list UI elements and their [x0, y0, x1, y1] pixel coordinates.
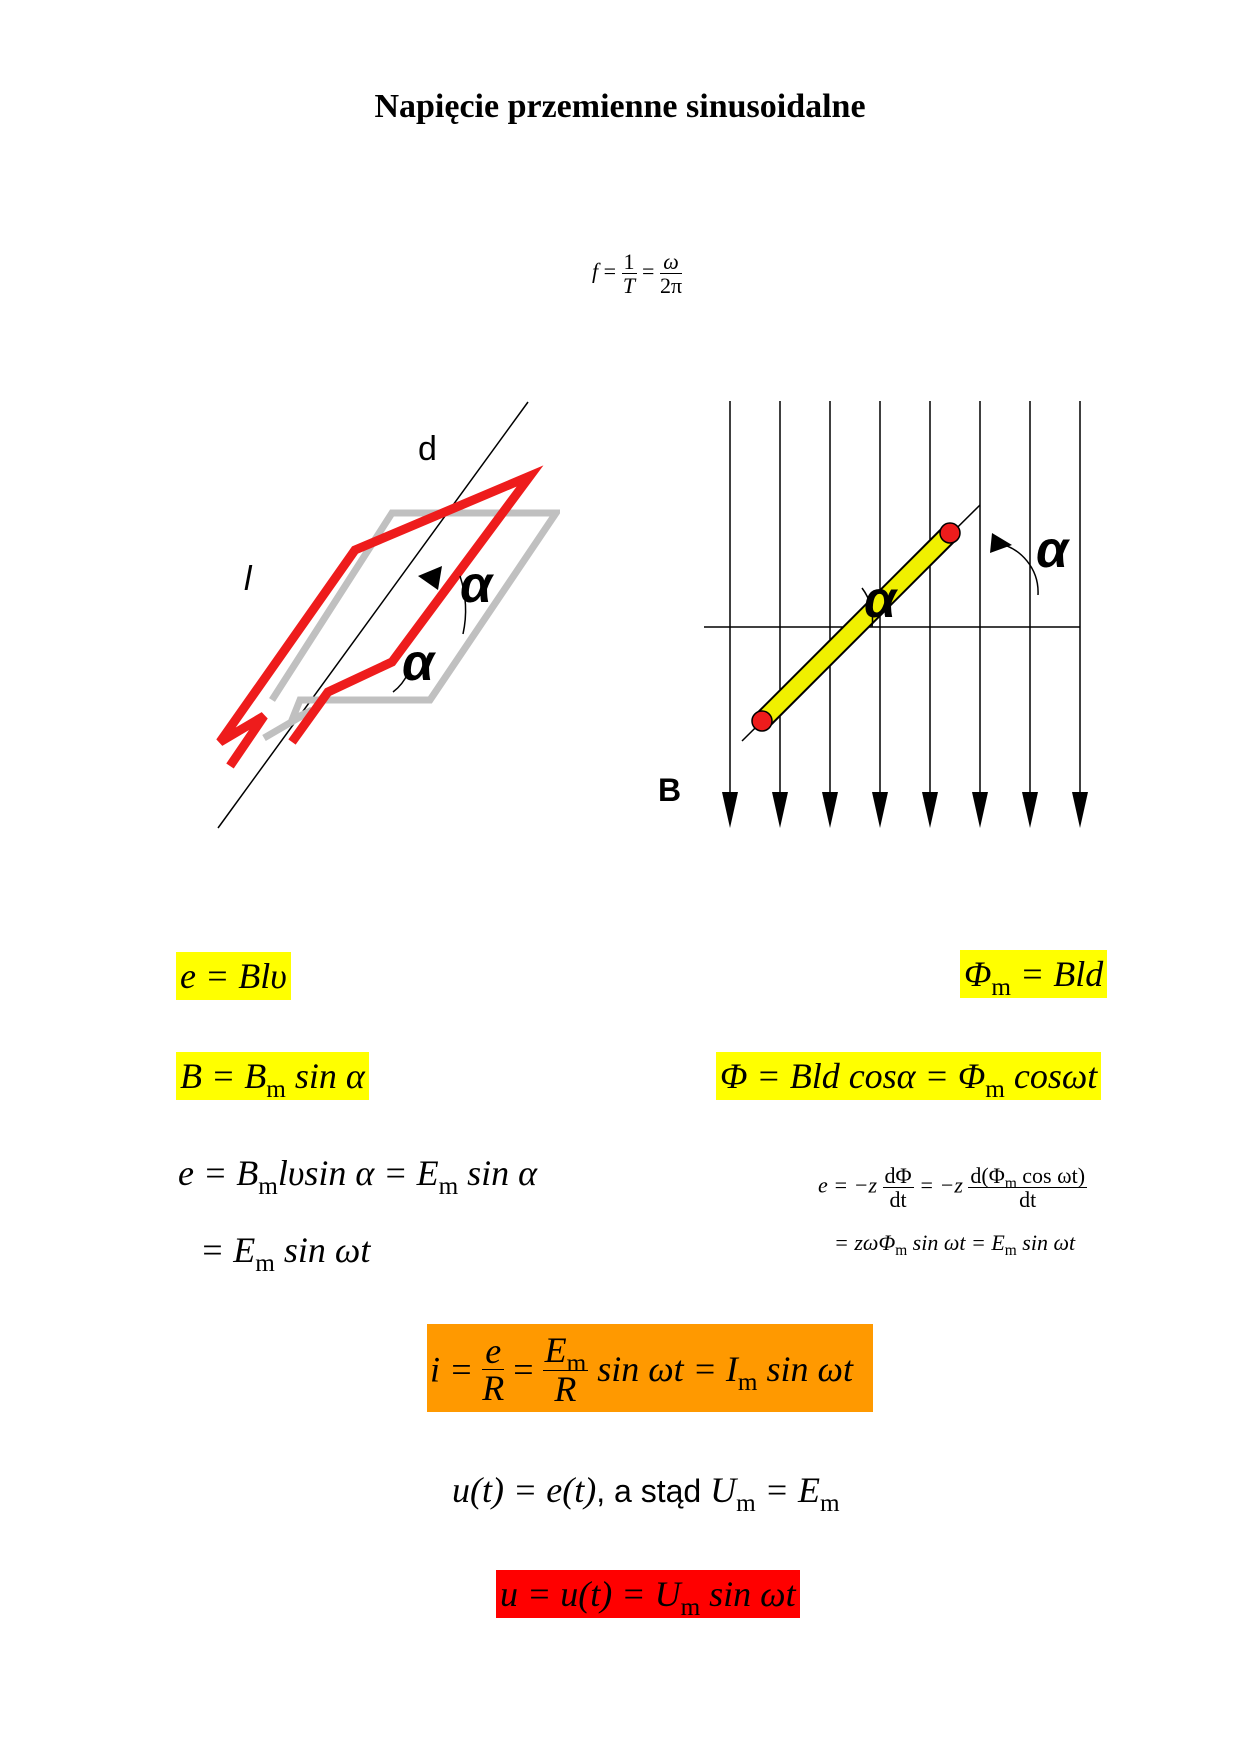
denominator: R: [554, 1368, 577, 1409]
current-rest: [597, 1349, 853, 1397]
subscript: m: [895, 1242, 908, 1260]
subscript: m: [566, 1349, 587, 1377]
subscript: m: [736, 1489, 756, 1517]
eq-lhs: = zωΦ: [834, 1230, 896, 1255]
fraction-d-phim-cos-dt: [968, 1164, 1087, 1211]
equation-current: [430, 1332, 853, 1407]
equation-derivative-2: [834, 1230, 1076, 1260]
fraction-e-over-r: [482, 1330, 505, 1408]
denominator: dt: [1019, 1187, 1037, 1213]
subscript: m: [985, 1075, 1005, 1103]
fraction-omega-over-2pi: [660, 250, 682, 297]
subscript: m: [438, 1172, 459, 1200]
page-title: Napięcie przemienne sinusoidalne: [374, 88, 866, 125]
eq-rest: sin α: [458, 1153, 538, 1193]
connector-text: , a stąd: [596, 1473, 711, 1509]
field-lines: [730, 401, 1080, 795]
equation-flux: [716, 1052, 1101, 1103]
fraction-one-over-t: [622, 250, 637, 297]
eq-rest: sin ωt: [1016, 1230, 1076, 1255]
equation-emf-velocity: [176, 952, 291, 1000]
eq-rest: = Bld: [1011, 954, 1104, 994]
symbol-e: e: [180, 956, 196, 996]
eq-lhs: = E: [200, 1230, 256, 1270]
subscript: m: [1004, 1242, 1017, 1260]
equation-derivative-1: [818, 1164, 1087, 1211]
rotation-axis-line: [218, 402, 528, 828]
alpha-symbol-upper: α: [460, 556, 493, 614]
eq-mid: = −z: [919, 1172, 963, 1198]
subscript: m: [991, 973, 1011, 1001]
alpha-symbol-lower: α: [402, 634, 435, 692]
eq-lhs: B = B: [180, 1056, 267, 1096]
eq-mid: lυsin α = E: [277, 1153, 439, 1193]
magnetic-field-diagram: [640, 395, 1120, 845]
equation-emf-1: [178, 1153, 538, 1200]
symbol-f: f: [592, 258, 599, 284]
subscript: m: [819, 1489, 840, 1517]
subscript: m: [266, 1075, 286, 1103]
eq-rest: = Bl: [195, 956, 271, 996]
fraction-em-over-r: [543, 1332, 589, 1407]
conductor-end-top: [940, 523, 960, 543]
numerator: dΦ: [884, 1163, 912, 1189]
rotation-arrowhead: [990, 533, 1012, 553]
coil-loop-diagram: [180, 390, 560, 830]
symbol-phi: Φ: [964, 954, 992, 994]
numerator-rest: cos ωt): [1016, 1163, 1086, 1188]
equals-sign: =: [642, 258, 655, 284]
numerator: [543, 1330, 589, 1377]
equation-b-field: [176, 1052, 369, 1103]
eq-mid: sin ωt = I: [597, 1349, 738, 1390]
eq-lhs: e = B: [178, 1153, 259, 1193]
equation-emf-2: [200, 1230, 371, 1277]
numerator-part: E: [544, 1330, 567, 1370]
equation-voltage-relation: [452, 1470, 840, 1517]
subscript: m: [258, 1172, 278, 1200]
fraction-dphi-dt: [883, 1164, 914, 1211]
symbol-v: υ: [270, 956, 287, 996]
rotation-arc: [996, 543, 1038, 595]
equals-sign: =: [513, 1349, 534, 1390]
eq-lhs: i =: [430, 1349, 474, 1390]
numerator: 1: [623, 249, 635, 274]
label-d: d: [418, 430, 437, 468]
label-b-field: B: [658, 772, 682, 808]
eq-lhs: e = −z: [818, 1172, 878, 1198]
subscript: m: [737, 1369, 758, 1397]
subscript: m: [680, 1593, 701, 1621]
frequency-formula: [592, 250, 682, 297]
eq-lhs: Φ = Bld cosα = Φ: [720, 1056, 986, 1096]
numerator-part: d(Φ: [970, 1163, 1005, 1188]
alpha-symbol-inner: α: [864, 571, 897, 629]
eq-rest: sin ωt: [757, 1349, 853, 1390]
rotation-arrowhead: [418, 566, 442, 590]
numerator: [968, 1163, 1087, 1193]
conductor-end-bottom: [752, 711, 772, 731]
eq-lhs: u = u(t) = U: [500, 1574, 681, 1614]
equation-flux-max: [960, 950, 1107, 1001]
denominator: R: [482, 1367, 505, 1408]
eq-mid: sin ωt = E: [907, 1230, 1005, 1255]
label-l: l: [244, 560, 252, 598]
denominator: T: [622, 273, 636, 299]
eq-rest: sin ωt: [274, 1230, 371, 1270]
denominator: dt: [889, 1187, 907, 1213]
eq-lhs: u(t) = e(t): [452, 1470, 597, 1510]
eq-rest: sin ωt: [700, 1574, 796, 1614]
denominator: 2π: [659, 273, 683, 299]
alpha-symbol-outer: α: [1036, 521, 1069, 579]
eq-mid: = E: [755, 1470, 820, 1510]
eq-rest: sin α: [285, 1056, 365, 1096]
symbol-u: U: [710, 1470, 737, 1510]
equals-sign: =: [603, 258, 617, 284]
field-arrowheads: [722, 792, 1088, 828]
subscript: m: [255, 1249, 275, 1277]
subscript: m: [1004, 1175, 1017, 1193]
eq-rest: cosωt: [1004, 1056, 1098, 1096]
numerator: e: [482, 1333, 504, 1370]
numerator: ω: [660, 250, 682, 274]
equation-voltage: [496, 1570, 800, 1621]
